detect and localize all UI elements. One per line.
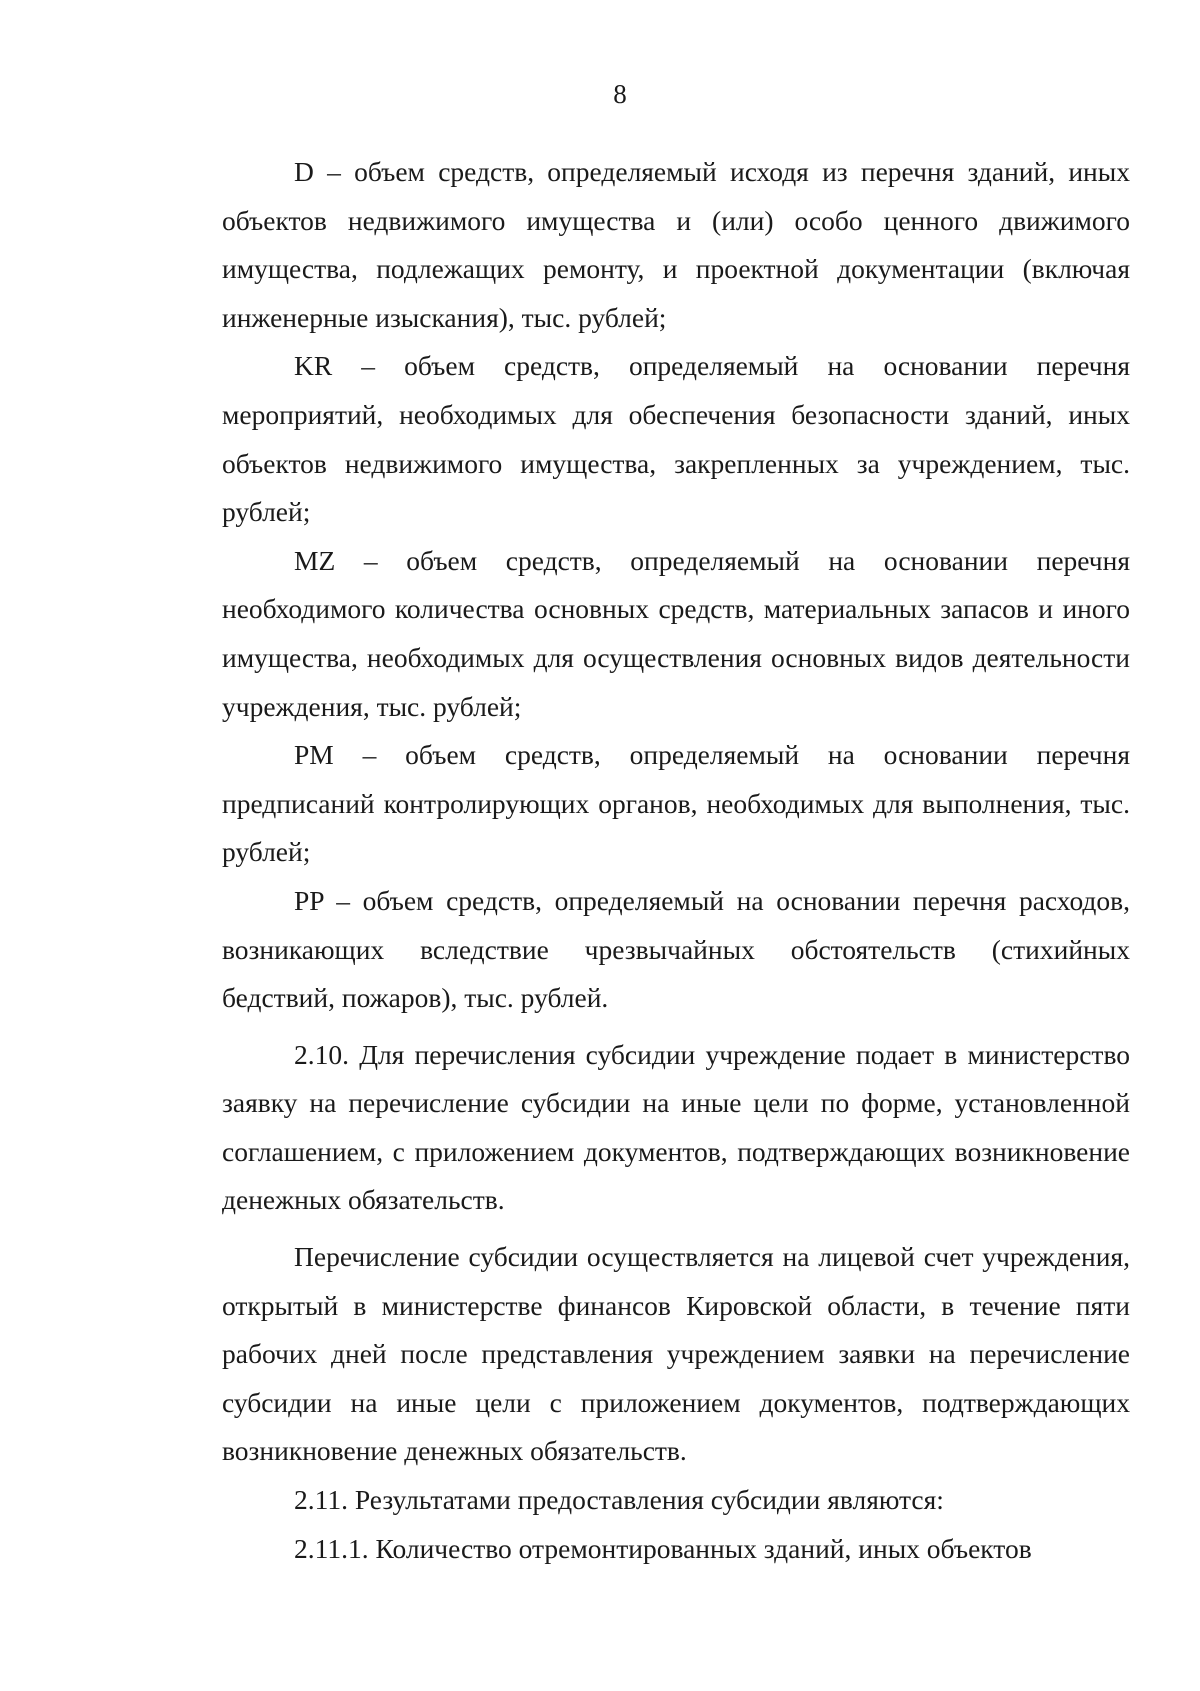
paragraph-2-10: 2.10. Для перечисления субсидии учреждение подает в министерство заявку на перечисление субсидии на иные цели по форме, установленной соглашением, с приложением документов, подтверждающих возникновение денежных обязательств. (222, 1038, 1130, 1216)
paragraph-2-11: 2.11. Результатами предоставления субсидии являются: (294, 1484, 944, 1516)
paragraph-d-definition: D – объем средств, определяемый исходя из перечня зданий, иных объектов недвижимого имущества и (или) особо ценного движимого имущества, подлежащих ремонту, и проектной документации (включая инженерные изыскания), тыс. рублей; (222, 156, 1130, 333)
paragraph-pp-definition: PP – объем средств, определяемый на основании перечня расходов, возникающих вследствие чрезвычайных обстоятельств (стихийных бедствий, пожаров), тыс. рублей. (222, 884, 1130, 1014)
paragraph-mz-definition: MZ – объем средств, определяемый на основании перечня необходимого количества основных средств, материальных запасов и иного имущества, необходимых для осуществления основных видов деятельности учреждения, тыс. рублей; (222, 544, 1130, 722)
page-number: 8 (613, 79, 627, 109)
document-body (222, 148, 1130, 1573)
paragraph-transfer: Перечисление субсидии осуществляется на лицевой счет учреждения, открытый в министерстве финансов Кировской области, в течение пяти рабочих дней после представления учреждением заявки на перечисление субсидии на иные цели с приложением документов, подтверждающих возникновение денежных обязательств. (222, 1241, 1130, 1467)
paragraph-2-11-1: 2.11.1. Количество отремонтированных зданий, иных объектов (294, 1532, 1032, 1564)
paragraph-kr-definition: KR – объем средств, определяемый на основании перечня мероприятий, необходимых для обеспечения безопасности зданий, иных объектов недвижимого имущества, закрепленных за учреждением, тыс. рублей; (222, 350, 1130, 528)
paragraph-pm-definition: PM – объем средств, определяемый на основании перечня предписаний контролирующих органов, необходимых для выполнения, тыс. рублей; (222, 739, 1130, 868)
